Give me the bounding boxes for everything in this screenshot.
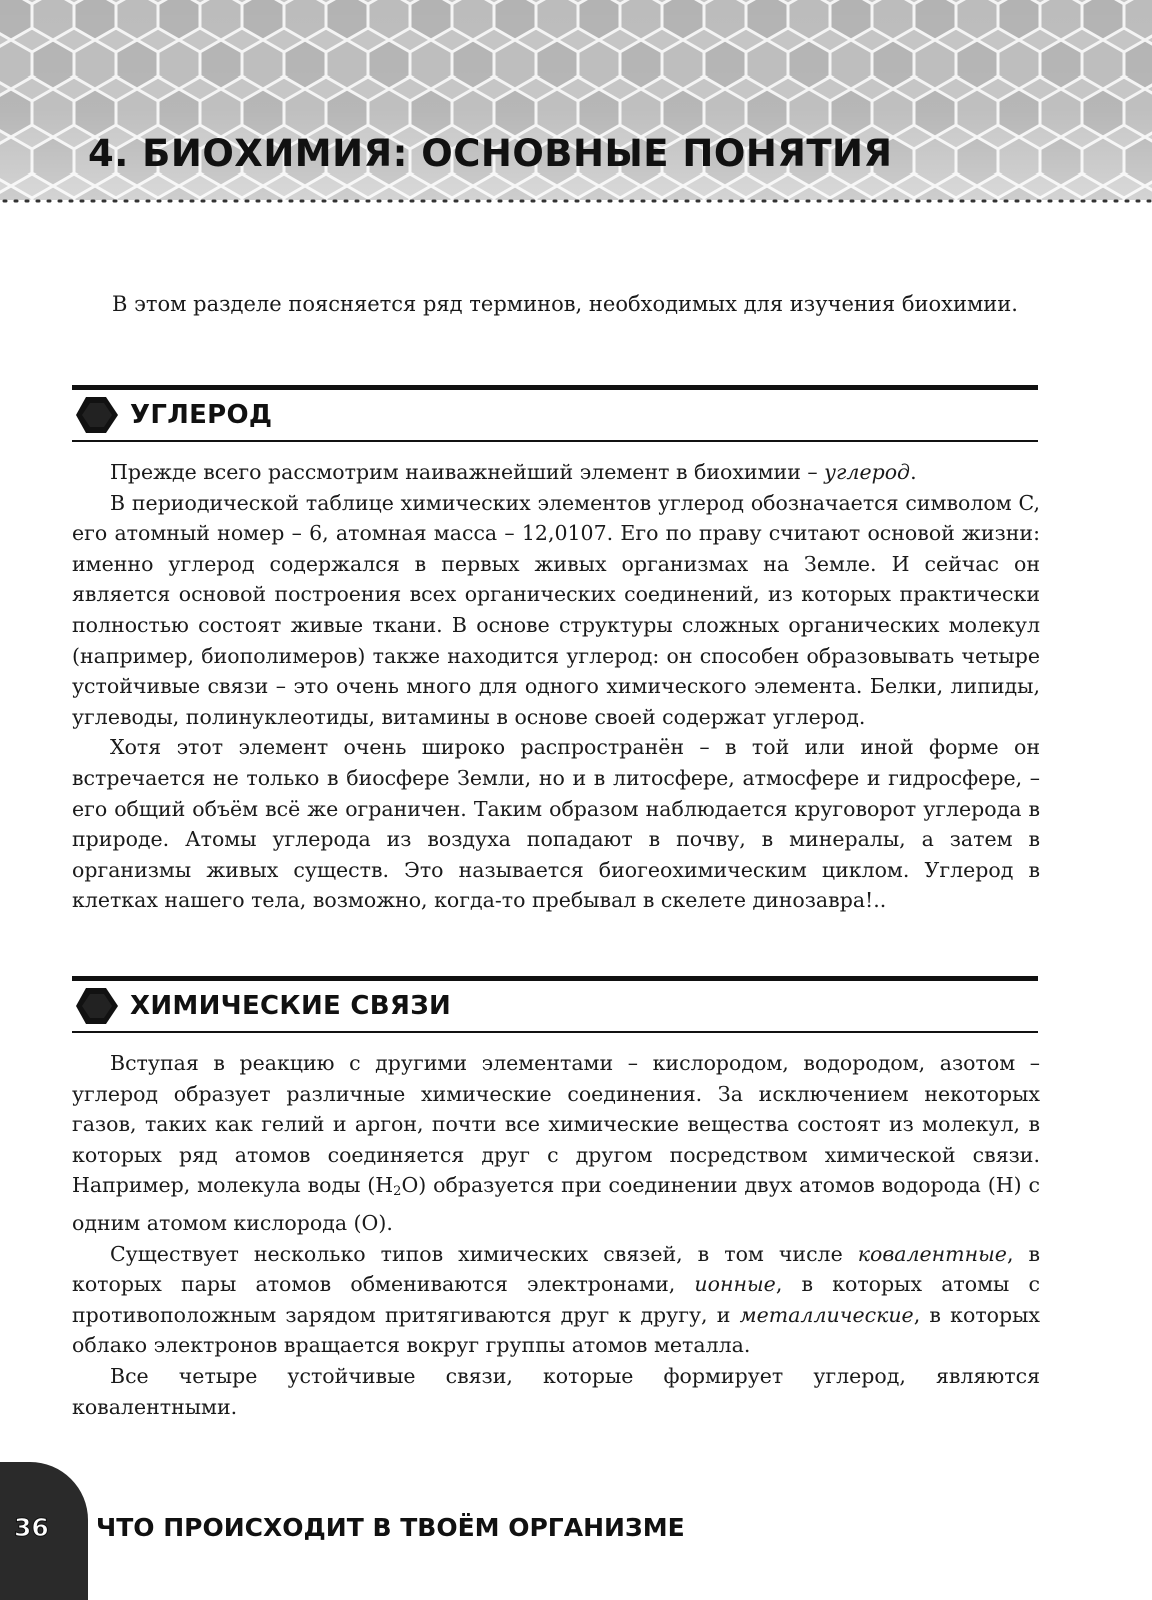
section-rule-bottom (72, 1031, 1038, 1033)
emphasis-term: углерод (824, 460, 911, 484)
emphasis-term: ковалентные (857, 1241, 1007, 1266)
emphasis-term: металлические (739, 1302, 914, 1327)
paragraph-text: Вступая в реакцию с другими элементами – кислородом, водородом, азотом – углерод образует различные химические соединения. За исключением некоторых газов, таких как гелий и аргон, почти все химические вещества состоят из молекул, в которых ряд атомов соединяется друг с другом посредством химической связи. Например, молекула воды (H (72, 1051, 1040, 1198)
emphasis-term: ионные (694, 1272, 776, 1297)
section-carbon-body (72, 457, 1040, 916)
chapter-header (0, 0, 1152, 205)
section-rule-bottom (72, 440, 1038, 442)
dotted-divider (0, 198, 1152, 204)
chapter-title: 4. БИОХИМИЯ: ОСНОВНЫЕ ПОНЯТИЯ (88, 132, 893, 175)
section-chemical-bonds (72, 976, 1038, 1033)
running-footer-title: ЧТО ПРОИСХОДИТ В ТВОЁМ ОРГАНИЗМЕ (96, 1513, 685, 1542)
section-heading: УГЛЕРОД (130, 400, 273, 430)
section-heading-row (72, 390, 1038, 440)
paragraph-text: , в которых атомы с противоположным зарядом притягиваются друг к другу, и (72, 1272, 1040, 1327)
section-carbon (72, 385, 1038, 442)
paragraph-text: Существует несколько типов химических связей, в том числе (110, 1241, 858, 1266)
hexagon-icon (76, 395, 120, 435)
page-number: 36 (14, 1513, 49, 1542)
section-bonds-body (72, 1048, 1040, 1422)
subscript: 2 (393, 1184, 402, 1200)
section-heading-row (72, 981, 1038, 1031)
paragraph (72, 457, 1040, 488)
paragraph-text: . (910, 460, 917, 484)
paragraph-text: , в которых облако электронов вращается вокруг группы атомов металла. (72, 1302, 1040, 1358)
paragraph-text: Прежде всего рассмотрим наиважнейший элемент в биохимии – (110, 460, 825, 484)
paragraph: Хотя этот элемент очень широко распространён – в той или иной форме он встречается не только в биосфере Земли, но и в литосфере, атмосфере и гидросфере, – его общий объём всё же ограничен. Таким образом наблюдается круговорот углерода в природе. Атомы углерода из воздуха попадают в почву, в минералы, а затем в организмы живых существ. Это называется биогеохимическим циклом. Углерод в клетках нашего тела, возможно, когда-то пребывал в скелете динозавра!.. (72, 735, 1040, 913)
paragraph (72, 1239, 1040, 1361)
paragraph (72, 1048, 1040, 1239)
section-heading: ХИМИЧЕСКИЕ СВЯЗИ (130, 991, 452, 1021)
paragraph-text: , в которых пары атомов обмениваются электронами, (72, 1241, 1041, 1297)
paragraph: В периодической таблице химических элементов углерод обозначается символом C, его атомный номер – 6, атомная масса – 12,0107. Его по праву считают основой жизни: именно углерод содержался в первых живых организмах на Земле. И сейчас он является основой построения всех органических соединений, из которых практически полностью состоят живые ткани. В основе структуры сложных органических молекул (например, биополимеров) также находится углерод: он способен образовывать четыре устойчивые связи – это очень много для одного химического элемента. Белки, липиды, углеводы, полинуклеотиды, витамины в основе своей содержат углерод. (72, 490, 1040, 729)
paragraph-text: O) образуется при соединении двух атомов водорода (H) с одним атомом кислорода (O). (72, 1173, 1040, 1235)
hexagon-icon (76, 986, 120, 1026)
intro-text: В этом разделе поясняется ряд терминов, необходимых для изучения биохимии. (112, 292, 1018, 316)
paragraph: Все четыре устойчивые связи, которые формирует углерод, являются ковалентными. (72, 1363, 1040, 1419)
